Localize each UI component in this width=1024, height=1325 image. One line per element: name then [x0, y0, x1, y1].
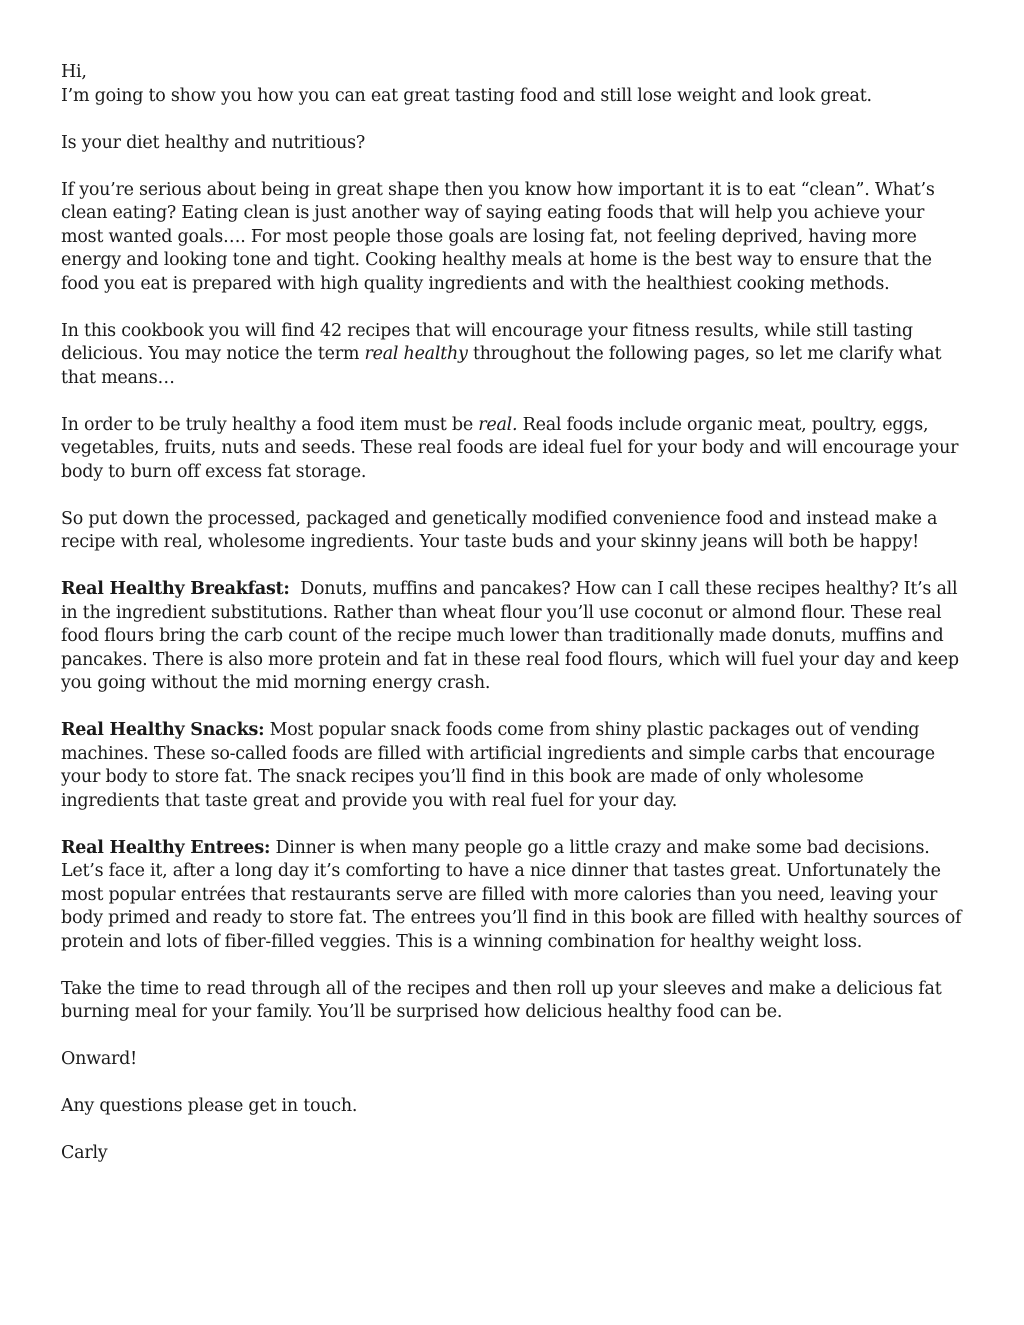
breakfast-section: [61, 578, 966, 696]
letter-page: [61, 61, 966, 1189]
cookbook-emphasis: real healthy: [364, 344, 468, 364]
snacks-text: Most popular snack foods come from shiny plastic packages out of vending machines. These so-called foods are filled with artificial ingredients and simple carbs that encourage your body to store fat. The snack recipes you’ll find in this book are made of only wholesome ingredients that taste great and provide you with real fuel for your day.: [61, 720, 935, 811]
cookbook-paragraph: [61, 320, 966, 391]
entrees-heading: Real Healthy Entrees:: [61, 837, 271, 858]
snacks-section: [61, 719, 966, 813]
snacks-heading: Real Healthy Snacks:: [61, 720, 265, 740]
breakfast-heading: Real Healthy Breakfast:: [61, 579, 290, 599]
onward-line: Onward!: [61, 1049, 137, 1069]
greeting: Hi,: [61, 62, 87, 82]
entrees-section: [61, 837, 966, 955]
entrees-text: Dinner is when many people go a little crazy and make some bad decisions. Let’s face it, after a long day it’s comforting to have a nice dinner that tastes great. Unfortunately the most popular entrées that restaurants serve are filled with more calories than you need, leaving your body primed and ready to store fat. The entrees you’ll find in this book are filled with healthy sources of protein and lots of fiber-filled veggies. This is a winning combination for healthy weight loss.: [61, 837, 962, 952]
real-text-after: Real foods include organic meat, poultry, eggs, vegetables, fruits, nuts and seeds. These real foods are ideal fuel for your body and will encourage your body to burn off excess fat storage.: [61, 414, 959, 482]
breakfast-text: Donuts, muffins and pancakes? How can I call these recipes healthy? It’s all in the ingredient substitutions. Rather than wheat flour you’ll use coconut or almond flour. These real food flours bring the carb count of the recipe much lower than traditionally made donuts, muffins and pancakes. There is also more protein and fat in these real food flours, which will fuel your day and keep you going without the mid morning energy crash.: [61, 579, 965, 693]
closing-paragraph: Take the time to read through all of the recipes and then roll up your sleeves and make a delicious fat burning meal for your family. You’ll be surprised how delicious healthy food can be.: [61, 978, 942, 1022]
real-emphasis: real.: [478, 414, 518, 435]
cookbook-text-after: throughout the following pages, so let me clarify what that means…: [61, 344, 942, 388]
diet-question: Is your diet healthy and nutritious?: [61, 132, 366, 153]
clean-eating-paragraph: If you’re serious about being in great shape then you know how important it is to eat “clean”. What’s clean eating? Eating clean is just another way of saying eating foods that will help you achieve your most wanted goals…. For most people those goals are losing fat, not feeling deprived, having more energy and looking tone and tight. Cooking healthy meals at home is the best way to ensure that the food you eat is prepared with high quality ingredients and with the healthiest cooking methods.: [61, 179, 935, 294]
contact-line: Any questions please get in touch.: [61, 1096, 358, 1116]
signature: Carly: [61, 1143, 108, 1163]
real-text-before: In order to be truly healthy a food item must be: [61, 414, 479, 435]
intro-paragraph: I’m going to show you how you can eat great tasting food and still lose weight and look great.: [61, 85, 872, 106]
processed-food-paragraph: So put down the processed, packaged and genetically modified convenience food and instead make a recipe with real, wholesome ingredients. Your taste buds and your skinny jeans will both be happy!: [61, 508, 938, 552]
real-food-paragraph: [61, 414, 966, 485]
cookbook-text-before: In this cookbook you will find 42 recipes that will encourage your fitness results, while still tasting delicious. You may notice the term: [61, 320, 913, 364]
